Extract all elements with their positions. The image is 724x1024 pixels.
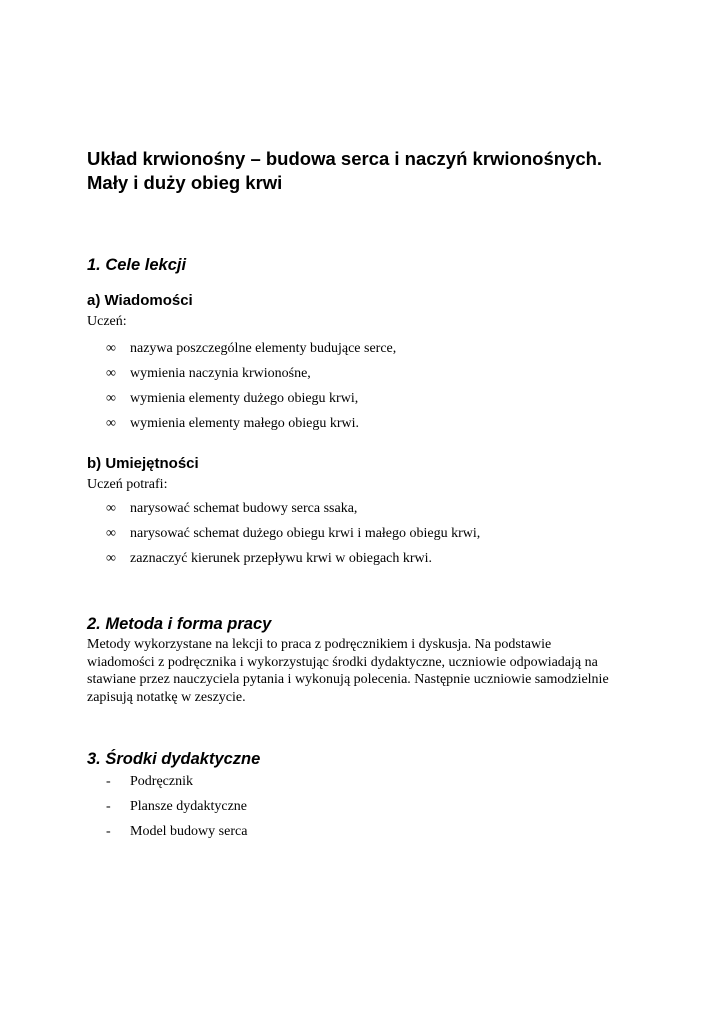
dash-bullet-icon: - bbox=[106, 824, 111, 839]
dash-bullet-icon: - bbox=[106, 774, 111, 789]
document-title bbox=[87, 147, 687, 195]
section-2-heading: 2. Metoda i forma pracy bbox=[87, 615, 272, 633]
title-line-1: Układ krwionośny – budowa serca i naczyń krwionośnych. bbox=[87, 148, 603, 169]
subsection-a-intro: Uczeń: bbox=[87, 314, 127, 329]
infinity-bullet-icon: ∞ bbox=[106, 416, 116, 431]
section-1-heading: 1. Cele lekcji bbox=[87, 256, 187, 274]
subsection-b-intro: Uczeń potrafi: bbox=[87, 477, 168, 492]
subsection-a-heading: a) Wiadomości bbox=[87, 292, 193, 309]
subsection-b-heading: b) Umiejętności bbox=[87, 455, 199, 472]
infinity-bullet-icon: ∞ bbox=[106, 391, 116, 406]
document-page: Układ krwionośny – budowa serca i naczyń krwionośnych. Mały i duży obieg krwi 1. Cele lekcji a) Wiadomości Uczeń: ∞ nazywa poszczególne elementy budujące serce, ∞ wymienia naczynia krwionośne, ∞ wymienia elementy dużego obiegu krwi, ∞ wymienia elementy małego obiegu krwi. b) Umiejętności Uczeń potrafi: ∞ narysować schemat budowy serca ssaka, ∞ narysować schemat dużego obiegu krwi i małego obiegu krwi, ∞ zaznaczyć kierunek przepływu krwi w obiegach krwi. 2. Metoda i forma pracy Metody wykorzystane na lekcji to praca z podręcznikiem i dyskusja. Na podstawie wiadomości z podręcznika i wykorzystując środki dydaktyczne, uczniowie odpowiadają na stawiane przez nauczyciela pytania i wykonują polecenia. Następnie uczniowie samodzielnie zapisują notatkę w zeszycie. 3. Środki dydaktyczne - Podręcznik - Plansze dydaktyczne - Model budowy serca bbox=[0, 0, 724, 1024]
infinity-bullet-icon: ∞ bbox=[106, 366, 116, 381]
section-3-heading: 3. Środki dydaktyczne bbox=[87, 750, 261, 768]
dash-bullet-icon: - bbox=[106, 799, 111, 814]
infinity-bullet-icon: ∞ bbox=[106, 551, 116, 566]
infinity-bullet-icon: ∞ bbox=[106, 526, 116, 541]
title-line-2: Mały i duży obieg krwi bbox=[87, 172, 283, 193]
infinity-bullet-icon: ∞ bbox=[106, 501, 116, 516]
infinity-bullet-icon: ∞ bbox=[106, 341, 116, 356]
method-paragraph: Metody wykorzystane na lekcji to praca z podręcznikiem i dyskusja. Na podstawie wiadomości z podręcznika i wykorzystując środki dydaktyczne, uczniowie odpowiadają na stawiane przez nauczyciela pytania i wykonują polecenia. Następnie uczniowie samodzielnie zapisują notatkę w zeszycie. bbox=[87, 637, 609, 705]
